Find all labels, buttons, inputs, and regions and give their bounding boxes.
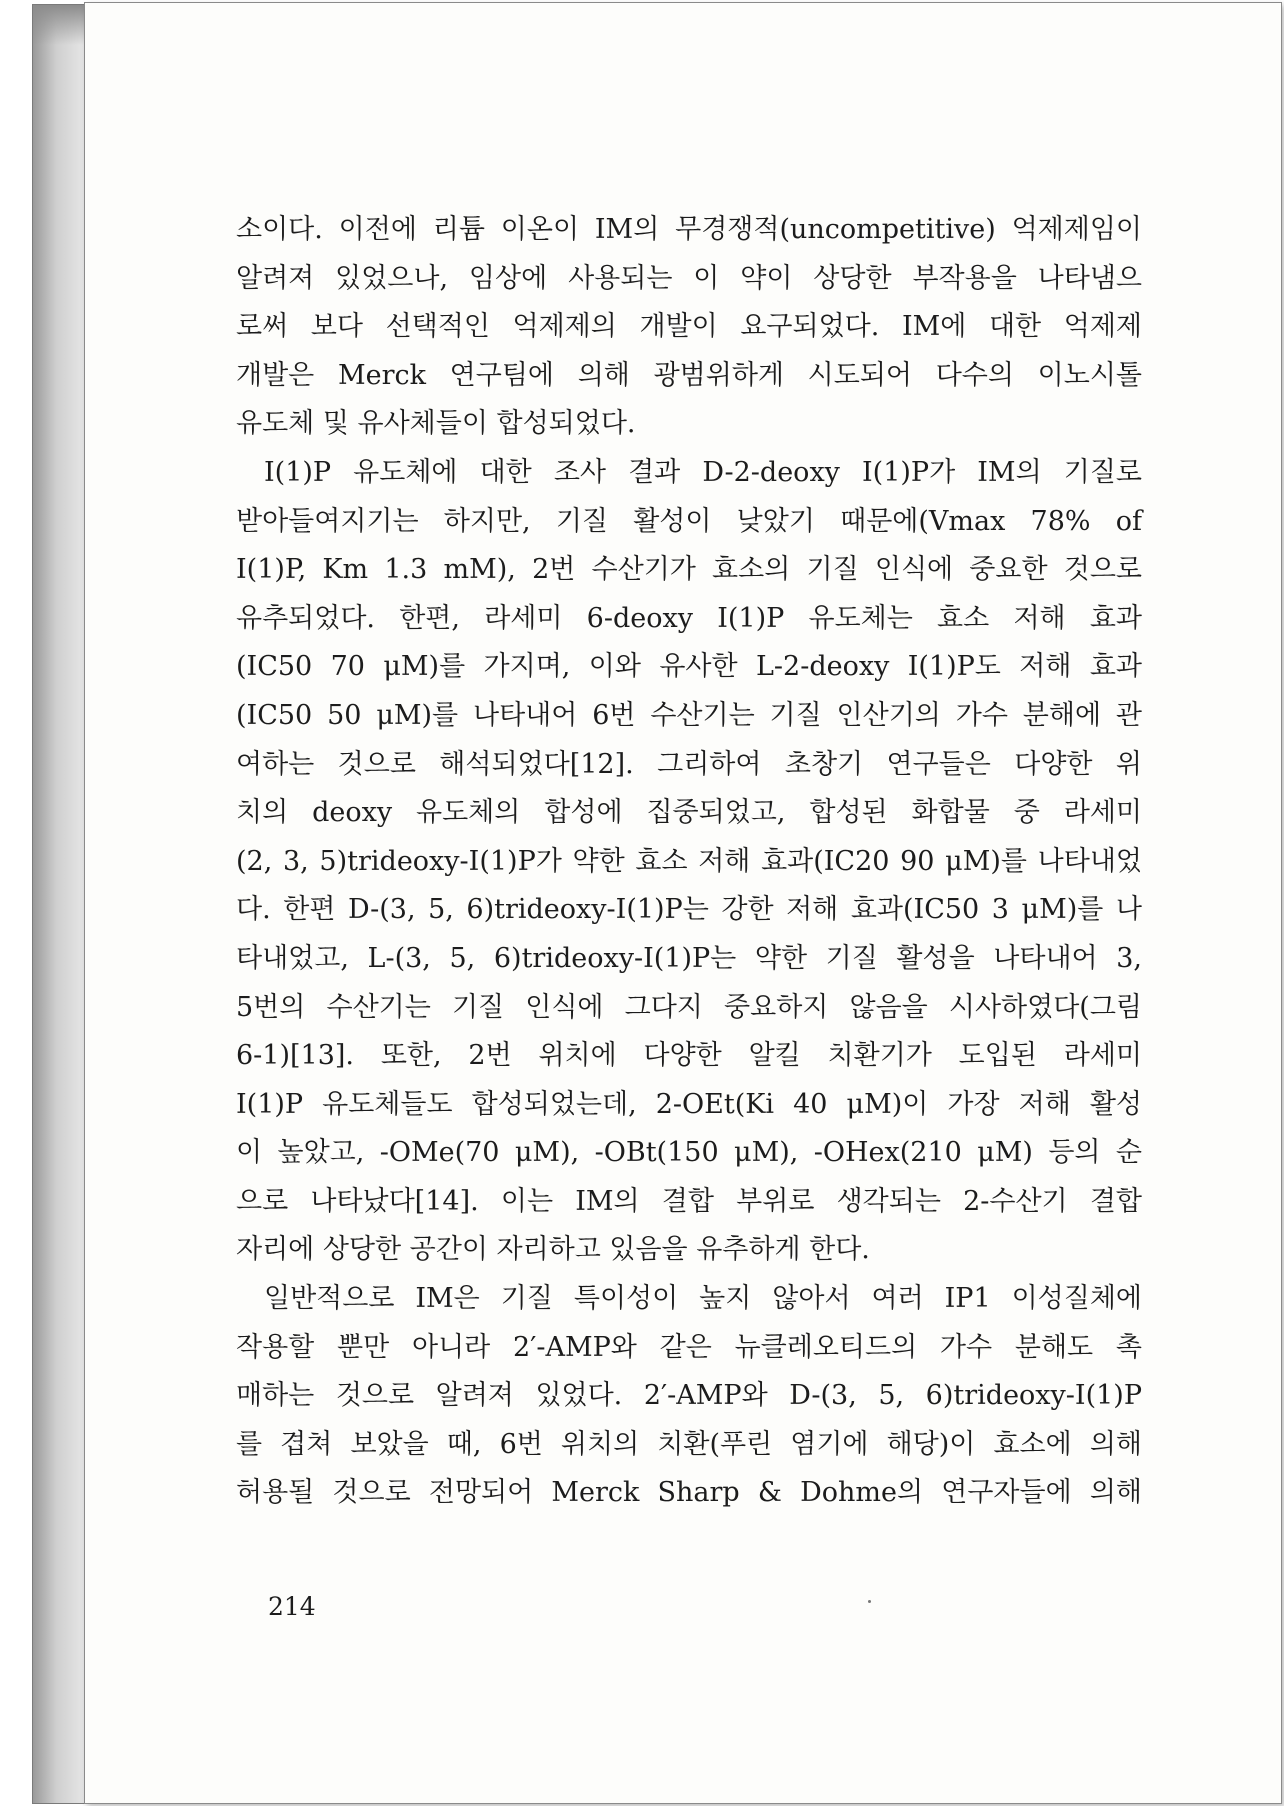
text-line: 를 겹쳐 보았을 때, 6번 위치의 치환(푸린 염기에 해당)이 효소에 의해: [236, 1428, 1142, 1460]
text-line: 일반적으로 IM은 기질 특이성이 높지 않아서 여러 IP1 이성질체에: [264, 1283, 1142, 1315]
text-line: (2, 3, 5)trideoxy-I(1)P가 약한 효소 저해 효과(IC20 90 μM)를 나타내었: [236, 845, 1142, 877]
text-line: (IC50 50 μM)를 나타내어 6번 수산기는 기질 인산기의 가수 분해에 관: [236, 699, 1142, 731]
text-line: I(1)P 유도체에 대한 조사 결과 D-2-deoxy I(1)P가 IM의 기질로: [264, 456, 1142, 488]
text-line: I(1)P 유도체들도 합성되었는데, 2-OEt(Ki 40 μM)이 가장 저해 활성: [236, 1088, 1142, 1120]
text-line: 알려져 있었으나, 임상에 사용되는 이 약이 상당한 부작용을 나타냄으: [236, 262, 1142, 294]
text-line: 매하는 것으로 알려져 있었다. 2′-AMP와 D-(3, 5, 6)trideoxy-I(1)P: [236, 1380, 1142, 1412]
page-number: 214: [268, 1592, 316, 1621]
text-line: 다. 한편 D-(3, 5, 6)trideoxy-I(1)P는 강한 저해 효과(IC50 3 μM)를 나: [236, 894, 1142, 926]
text-line: 소이다. 이전에 리튬 이온이 IM의 무경쟁적(uncompetitive) 억제제임이: [236, 214, 1142, 245]
book-spine: [32, 4, 86, 1804]
text-line: (IC50 70 μM)를 가지며, 이와 유사한 L-2-deoxy I(1)P도 저해 효과: [236, 651, 1142, 683]
text-line: 자리에 상당한 공간이 자리하고 있음을 유추하게 한다.: [236, 1234, 870, 1266]
text-line: 유추되었다. 한편, 라세미 6-deoxy I(1)P 유도체는 효소 저해 효과: [236, 602, 1142, 634]
text-line: 로써 보다 선택적인 억제제의 개발이 요구되었다. IM에 대한 억제제: [236, 311, 1142, 343]
scan-speck: [868, 1600, 871, 1603]
text-line: 작용할 뿐만 아니라 2′-AMP와 같은 뉴클레오티드의 가수 분해도 촉: [236, 1331, 1142, 1363]
body-text: [236, 206, 1142, 1518]
text-line: 6-1)[13]. 또한, 2번 위치에 다양한 알킬 치환기가 도입된 라세미: [236, 1040, 1142, 1072]
text-line: 허용될 것으로 전망되어 Merck Sharp & Dohme의 연구자들에 의해: [236, 1477, 1142, 1509]
text-line: 으로 나타났다[14]. 이는 IM의 결합 부위로 생각되는 2-수산기 결합: [236, 1185, 1142, 1217]
text-line: I(1)P, Km 1.3 mM), 2번 수산기가 효소의 기질 인식에 중요한 것으로: [236, 554, 1142, 586]
text-line: 받아들여지기는 하지만, 기질 활성이 낮았기 때문에(Vmax 78% of: [236, 505, 1142, 537]
text-line: 개발은 Merck 연구팀에 의해 광범위하게 시도되어 다수의 이노시톨: [236, 359, 1142, 391]
text-line: 타내었고, L-(3, 5, 6)trideoxy-I(1)P는 약한 기질 활성을 나타내어 3,: [236, 942, 1142, 974]
text-line: 유도체 및 유사체들이 합성되었다.: [236, 408, 636, 440]
text-line: 5번의 수산기는 기질 인식에 그다지 중요하지 않음을 시사하였다(그림: [236, 991, 1142, 1023]
text-line: 여하는 것으로 해석되었다[12]. 그리하여 초창기 연구들은 다양한 위: [236, 748, 1142, 780]
text-line: 이 높았고, -OMe(70 μM), -OBt(150 μM), -OHex(210 μM) 등의 순: [236, 1137, 1142, 1169]
text-line: 치의 deoxy 유도체의 합성에 집중되었고, 합성된 화합물 중 라세미: [236, 797, 1142, 829]
